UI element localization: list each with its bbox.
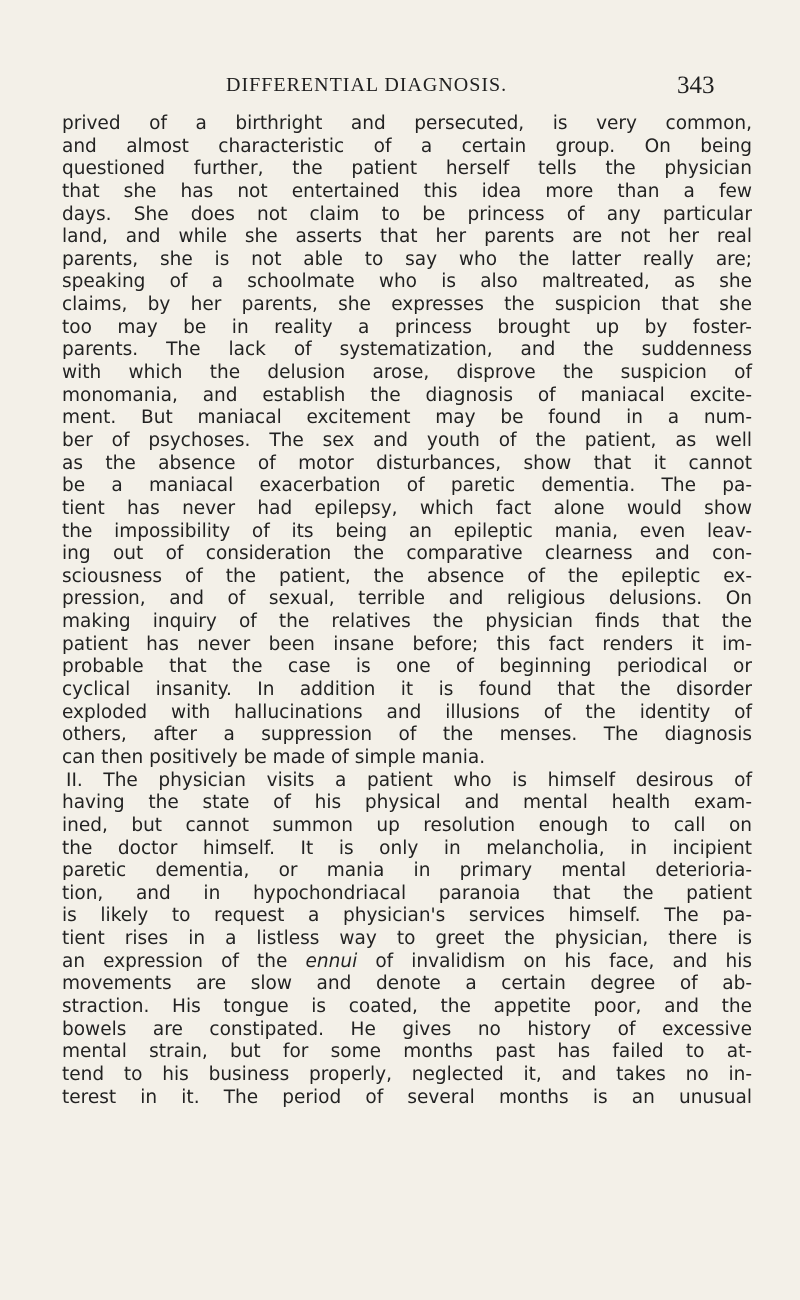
text-line: having the state of his physical and mental health exam-: [62, 792, 752, 814]
text-line: an expression of the ennui of invalidism on his face, and his: [62, 950, 752, 972]
italic-word: ennui: [305, 950, 358, 972]
text-line: claims, by her parents, she expresses the suspicion that she: [62, 294, 752, 316]
text-line: terest in it. The period of several months is an unusual: [62, 1086, 752, 1108]
text-line: too may be in reality a princess brought up by foster-: [62, 316, 752, 338]
text-line: land, and while she asserts that her parents are not her real: [62, 226, 752, 248]
text-line: that she has not entertained this idea more than a few: [62, 180, 752, 202]
text-line: straction. His tongue is coated, the appetite poor, and the: [62, 995, 752, 1017]
text-line: the doctor himself. It is only in melancholia, in incipient: [62, 837, 752, 859]
text-line: bowels are constipated. He gives no history of excessive: [62, 1018, 752, 1040]
text-line: questioned further, the patient herself tells the physician: [62, 158, 752, 180]
text-line: tient has never had epilepsy, which fact alone would show: [62, 497, 752, 519]
text-line: exploded with hallucinations and illusions of the identity of: [62, 701, 752, 723]
page-number: 343: [677, 72, 715, 99]
text-line: prived of a birthright and persecuted, is very common,: [62, 113, 752, 134]
text-line: days. She does not claim to be princess of any particular: [62, 203, 752, 225]
text-line: with which the delusion arose, disprove the suspicion of: [62, 362, 752, 384]
text-line: and almost characteristic of a certain group. On being: [62, 135, 752, 157]
text-line: others, after a suppression of the menses. The diagnosis: [62, 724, 752, 746]
text-line: patient has never been insane before; this fact renders it im-: [62, 633, 752, 655]
text-line: speaking of a schoolmate who is also maltreated, as she: [62, 271, 752, 293]
text-line: tion, and in hypochondriacal paranoia that the patient: [62, 882, 752, 904]
text-line: paretic dementia, or mania in primary mental deterioria-: [62, 860, 752, 882]
text-line: as the absence of motor disturbances, show that it cannot: [62, 452, 752, 474]
text-line: tient rises in a listless way to greet the physician, there is: [62, 928, 752, 950]
body-text: [62, 113, 752, 1109]
text-line: movements are slow and denote a certain degree of ab-: [62, 973, 752, 995]
running-title: DIFFERENTIAL DIAGNOSIS.: [226, 74, 508, 96]
text-line: sciousness of the patient, the absence of the epileptic ex-: [62, 565, 752, 587]
text-line: probable that the case is one of beginning periodical or: [62, 656, 752, 678]
text-line: tend to his business properly, neglected it, and takes no in-: [62, 1063, 752, 1085]
text-line: ined, but cannot summon up resolution enough to call on: [62, 814, 752, 836]
text-line: monomania, and establish the diagnosis of maniacal excite-: [62, 384, 752, 406]
text-line: the impossibility of its being an epileptic mania, even leav-: [62, 520, 752, 542]
text-line: parents, she is not able to say who the latter really are;: [62, 248, 752, 270]
paragraph-end-line: can then positively be made of simple mania.: [62, 746, 486, 768]
section-ii-first-line: II. The physician visits a patient who is himself desirous of: [66, 769, 752, 791]
text-line: is likely to request a physician's services himself. The pa-: [62, 905, 752, 927]
text-line: making inquiry of the relatives the physician finds that the: [62, 611, 752, 633]
text-line: parents. The lack of systematization, and the suddenness: [62, 339, 752, 361]
text-line: mental strain, but for some months past has failed to at-: [62, 1041, 752, 1063]
text-line: be a maniacal exacerbation of paretic dementia. The pa-: [62, 475, 752, 497]
text-line: cyclical insanity. In addition it is found that the disorder: [62, 679, 752, 701]
text-line: ing out of consideration the comparative clearness and con-: [62, 543, 752, 565]
text-line: pression, and of sexual, terrible and religious delusions. On: [62, 588, 752, 610]
text-line: ment. But maniacal excitement may be found in a num-: [62, 407, 752, 429]
text-line: ber of psychoses. The sex and youth of the patient, as well: [62, 429, 752, 451]
